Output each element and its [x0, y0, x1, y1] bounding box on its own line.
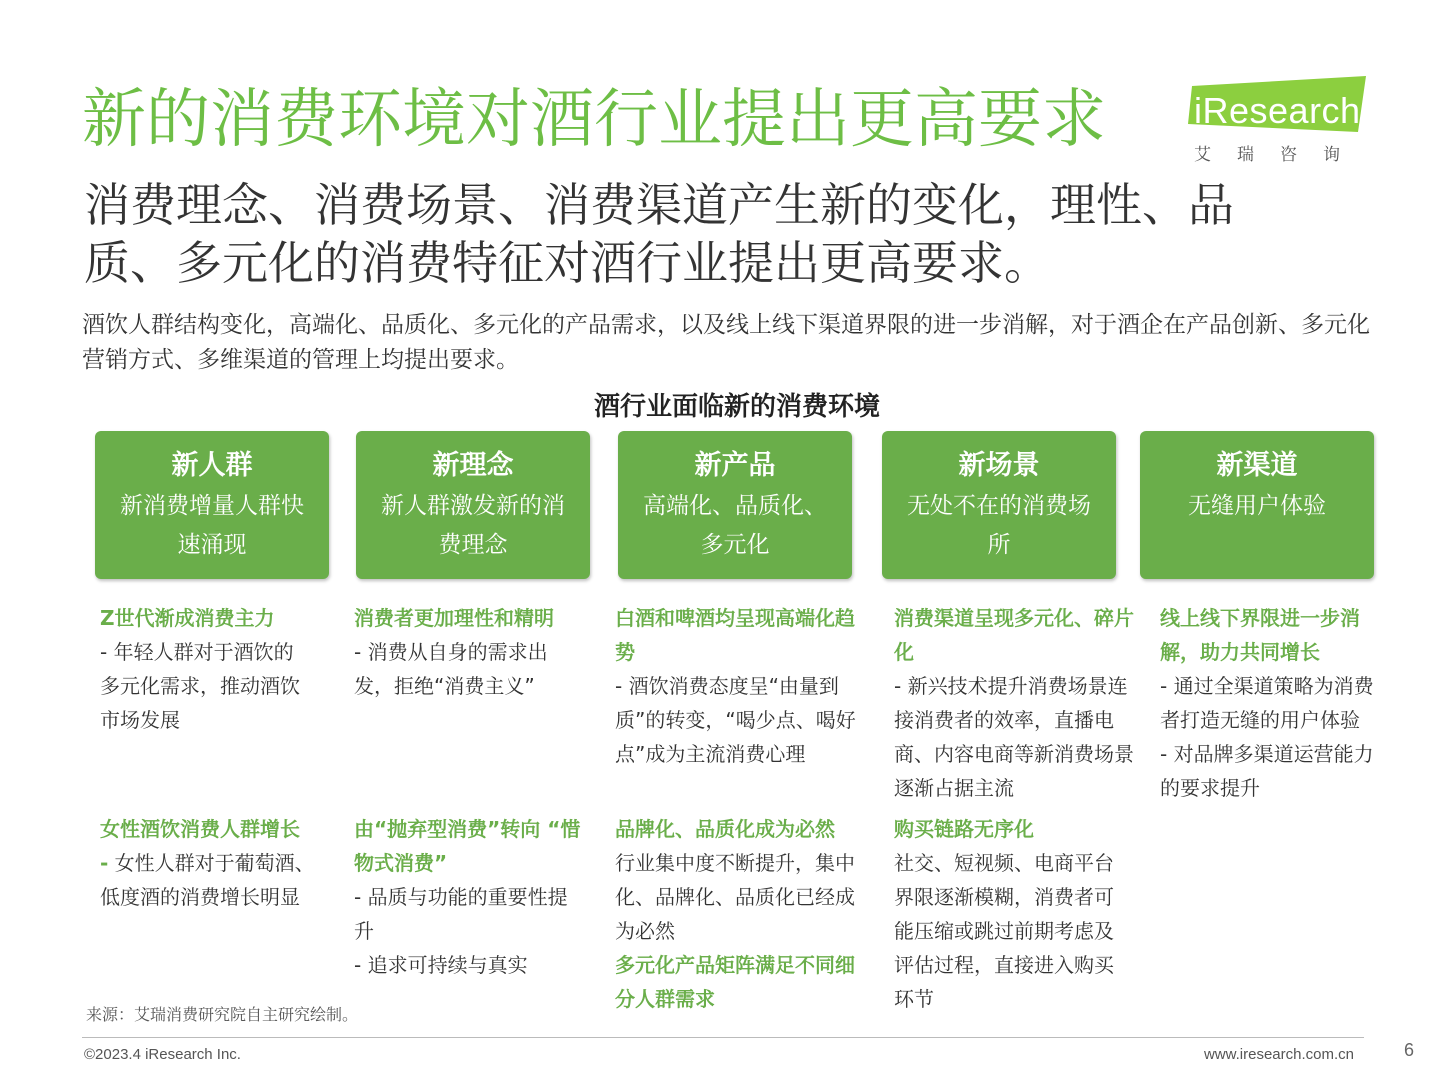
point-text: - 酒饮消费态度呈“由量到质”的转变，“喝少点、喝好点”成为主流消费心理	[615, 674, 856, 766]
copyright: ©2023.4 iResearch Inc.	[84, 1046, 241, 1063]
card-title: 新场景	[958, 450, 1040, 481]
point-text: - 通过全渠道策略为消费者打造无缝的用户体验	[1160, 674, 1374, 732]
card-body: 新消费增量人群快速涌现	[120, 493, 304, 558]
point-text: - 年轻人群对于酒饮的多元化需求，推动酒饮市场发展	[100, 640, 300, 732]
column-scene	[894, 601, 1134, 805]
point-heading: 由“抛弃型消费”转向 “惜物式消费”	[354, 817, 581, 875]
page-number: 6	[1404, 1040, 1415, 1060]
point-text: - 品质与功能的重要性提升	[354, 885, 568, 943]
point-heading: 多元化产品矩阵满足不同细分人群需求	[615, 953, 855, 1011]
card-title: 新产品	[694, 450, 776, 481]
point-text: 社交、短视频、电商平台界限逐渐模糊，消费者可能压缩或跳过前期考虑及评估过程，直接进入购买环节	[894, 851, 1114, 1011]
point-text: - 消费从自身的需求出发，拒绝“消费主义”	[354, 640, 548, 698]
point-text: - 女性人群对于葡萄酒、低度酒的消费增长明显	[100, 851, 315, 909]
section-title: 酒行业面临新的消费环境	[593, 392, 880, 422]
point-heading: 线上线下界限进一步消解，助力共同增长	[1160, 606, 1360, 664]
point-heading: 消费渠道呈现多元化、碎片化	[894, 606, 1134, 664]
point-heading: Z世代渐成消费主力	[100, 606, 275, 630]
column-concept	[354, 601, 586, 703]
card-new-concept	[356, 431, 590, 579]
point-text: - 对品牌多渠道运营能力的要求提升	[1160, 742, 1374, 800]
website-link[interactable]: www.iresearch.com.cn	[1203, 1046, 1354, 1063]
column-product	[615, 601, 861, 771]
card-new-product	[618, 431, 852, 579]
point-text: - 新兴技术提升消费场景连接消费者的效率，直播电商、内容电商等新消费场景逐渐占据主流	[894, 674, 1134, 800]
point-heading: 女性酒饮消费人群增长	[100, 817, 300, 841]
card-body: 无处不在的消费场所	[907, 493, 1091, 558]
logo-wordmark: iResearch	[1194, 90, 1361, 131]
card-title: 新理念	[432, 450, 514, 481]
column-concept-2	[354, 812, 586, 982]
point-text: - 追求可持续与真实	[354, 953, 528, 977]
point-text: 行业集中度不断提升，集中化、品牌化、品质化已经成为必然	[615, 851, 855, 943]
page-title: 新的消费环境对酒行业提出更高要求	[82, 83, 1106, 157]
column-scene-2	[894, 812, 1122, 1016]
card-body: 新人群激发新的消费理念	[381, 493, 565, 558]
card-body: 无缝用户体验	[1188, 493, 1326, 519]
card-new-population	[95, 431, 329, 579]
point-heading: 白酒和啤酒均呈现高端化趋势	[615, 606, 855, 664]
column-population-2	[100, 812, 326, 914]
source-note: 来源：艾瑞消费研究院自主研究绘制。	[86, 1005, 359, 1024]
card-title: 新渠道	[1216, 450, 1298, 481]
card-body: 高端化、品质化、多元化	[643, 493, 827, 558]
point-heading: 购买链路无序化	[894, 817, 1034, 841]
logo-chinese-text: 艾瑞咨询	[1194, 145, 1366, 165]
point-heading: 消费者更加理性和精明	[354, 606, 554, 630]
card-new-channel	[1140, 431, 1374, 579]
column-population	[100, 601, 312, 737]
footer-divider	[82, 1037, 1364, 1038]
card-new-scene	[882, 431, 1116, 579]
point-heading: 品牌化、品质化成为必然	[615, 817, 835, 841]
iresearch-logo	[1188, 76, 1370, 166]
intro-paragraph: 酒饮人群结构变化，高端化、品质化、多元化的产品需求，以及线上线下渠道界限的进一步消解，对于酒企在产品创新、多元化营销方式、多维渠道的管理上均提出要求。	[82, 312, 1370, 373]
card-title: 新人群	[171, 450, 253, 481]
column-channel	[1160, 601, 1386, 805]
page-subtitle: 消费理念、消费场景、消费渠道产生新的变化，理性、品质、多元化的消费特征对酒行业提出更高要求。	[84, 178, 1234, 290]
column-product-2	[615, 812, 861, 1016]
